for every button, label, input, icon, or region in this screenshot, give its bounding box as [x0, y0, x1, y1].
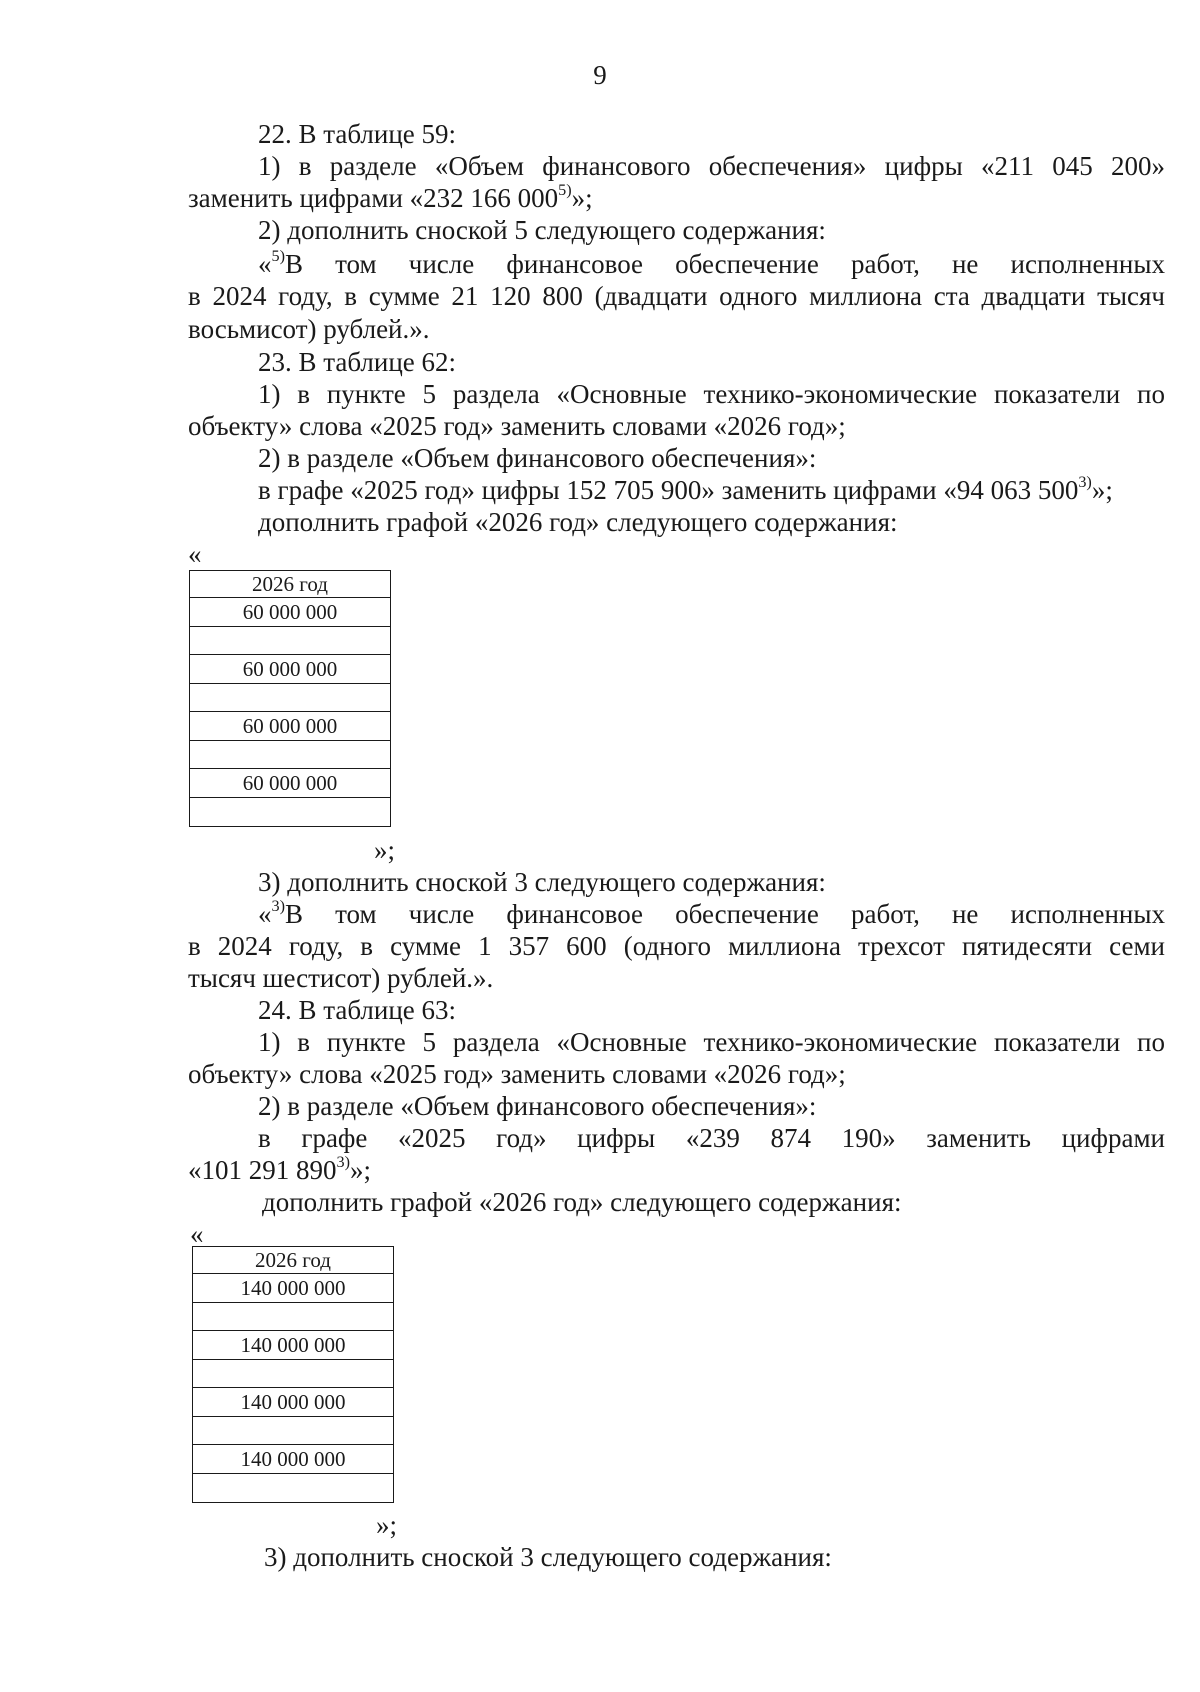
s22-footnote-line1: «$^{5)}$В том числе финансовое обеспечение работ, не исполненных: [258, 246, 1165, 279]
table-open-quote: «: [190, 1219, 204, 1249]
table-cell: 60 000 000: [190, 655, 391, 684]
table-cell: [193, 1303, 394, 1331]
s22-item2: 2) дополнить сноской 5 следующего содержания:: [258, 215, 826, 245]
section-22-heading: 22. В таблице 59:: [258, 119, 457, 149]
table-cell: 140 000 000: [193, 1445, 394, 1474]
s24-item2-subline1: в графе «2025 год» цифры «239 874 190» заменить цифрами: [258, 1123, 1165, 1153]
s23-item3: 3) дополнить сноской 3 следующего содержания:: [258, 867, 826, 897]
section-23-heading: 23. В таблице 62:: [258, 347, 457, 377]
s24-item2: 2) в разделе «Объем финансового обеспечения»:: [258, 1091, 817, 1121]
table-cell: 140 000 000: [193, 1274, 394, 1303]
s22-item1-line2: заменить цифрами «232 166 000$^{5)}$»;: [188, 180, 593, 213]
s23-item2: 2) в разделе «Объем финансового обеспечения»:: [258, 443, 817, 473]
page-number: 9: [593, 60, 607, 90]
s24-item3: 3) дополнить сноской 3 следующего содержания:: [264, 1542, 832, 1572]
footnote-marker: 5): [271, 246, 285, 265]
s24-item2-subline3: дополнить графой «2026 год» следующего содержания:: [262, 1187, 902, 1217]
s24-item1-line2: объекту» слова «2025 год» заменить словами «2026 год»;: [188, 1059, 846, 1089]
table-cell: [190, 741, 391, 769]
table-cell: 140 000 000: [193, 1331, 394, 1360]
s22-item1-line1: 1) в разделе «Объем финансового обеспечения» цифры «211 045 200»: [258, 151, 1165, 181]
table-cell: 140 000 000: [193, 1388, 394, 1417]
table-cell: [190, 684, 391, 712]
section-24-heading: 24. В таблице 63:: [258, 995, 457, 1025]
s23-footnote-line2: в 2024 году, в сумме 1 357 600 (одного миллиона трехсот пятидесяти семи: [188, 931, 1165, 961]
s23-item2-subline2: дополнить графой «2026 год» следующего содержания:: [258, 507, 898, 537]
s22-footnote-line3: восьмисот) рублей.».: [188, 314, 430, 344]
s22-footnote-line2: в 2024 году, в сумме 21 120 800 (двадцати одного миллиона ста двадцати тысяч: [188, 281, 1165, 311]
s24-item2-subline2: «101 291 890$^{3)}$»;: [188, 1152, 371, 1185]
table-header: 2026 год: [193, 1247, 394, 1274]
table-header: 2026 год: [190, 571, 391, 598]
table-cell: [193, 1474, 394, 1503]
table-cell: 60 000 000: [190, 769, 391, 798]
table-cell: [190, 627, 391, 655]
table-2026-year-s23: [189, 570, 391, 827]
s23-footnote-line1: «$^{3)}$В том числе финансовое обеспечение работ, не исполненных: [258, 896, 1165, 929]
s23-footnote-line3: тысяч шестисот) рублей.».: [188, 963, 494, 993]
table-cell: [193, 1417, 394, 1445]
table-open-quote: «: [188, 539, 202, 569]
s23-item1-line1: 1) в пункте 5 раздела «Основные технико-экономические показатели по: [258, 379, 1165, 409]
footnote-marker: 3): [271, 896, 285, 915]
table-cell: [190, 798, 391, 827]
table-cell: 60 000 000: [190, 598, 391, 627]
s23-item2-subline1: в графе «2025 год» цифры 152 705 900» заменить цифрами «94 063 500$^{3)}$»;: [258, 472, 1113, 505]
footnote-ref: 3): [1078, 472, 1092, 491]
s24-item1-line1: 1) в пункте 5 раздела «Основные технико-экономические показатели по: [258, 1027, 1165, 1057]
table-cell: 60 000 000: [190, 712, 391, 741]
table-2026-year-s24: [192, 1246, 394, 1503]
table-close-quote: »;: [374, 835, 396, 865]
table-cell: [193, 1360, 394, 1388]
footnote-ref: 3): [336, 1152, 350, 1171]
table-close-quote: »;: [376, 1510, 398, 1540]
s23-item1-line2: объекту» слова «2025 год» заменить словами «2026 год»;: [188, 411, 846, 441]
footnote-ref: 5): [558, 180, 572, 199]
